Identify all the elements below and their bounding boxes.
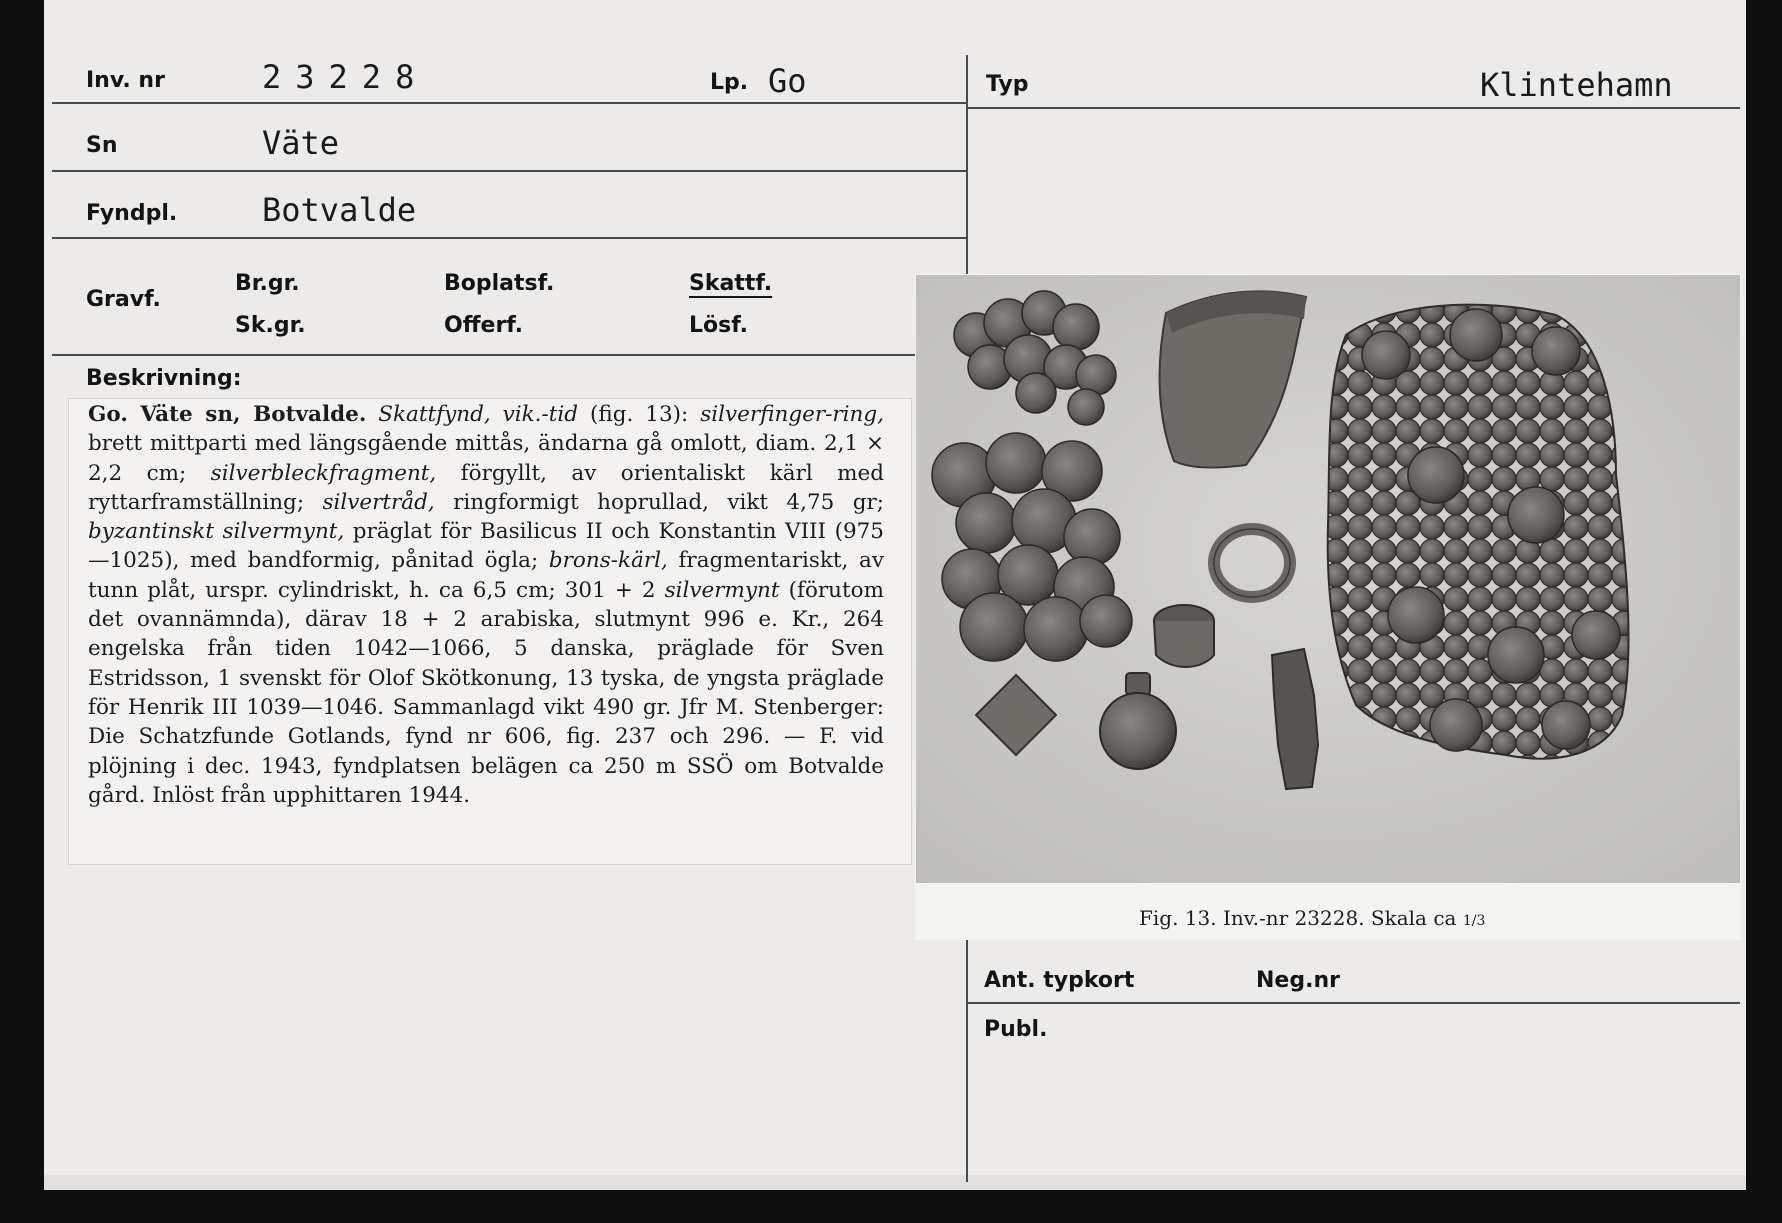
figure-caption-text: Fig. 13. Inv.-nr 23228. Skala ca: [1139, 906, 1463, 930]
gravf-label: Gravf.: [86, 287, 161, 312]
description-italic: Skattfynd, vik.-tid: [378, 402, 579, 427]
description-italic: byzantinskt silvermynt,: [88, 519, 345, 545]
column-divider-top: [966, 55, 968, 275]
offerf-label: Offerf.: [444, 313, 524, 338]
figure-caption-scale: 1/3: [1462, 913, 1486, 929]
rule-left-1: [52, 102, 967, 104]
description-segment: [366, 402, 378, 427]
rule-right-1: [968, 107, 1740, 109]
hoard-photo-illustration: [916, 275, 1740, 883]
description-italic: silvermynt: [664, 577, 780, 603]
typ-label: Typ: [986, 72, 1029, 97]
inv-nr-value: 23228: [262, 58, 429, 96]
publ-label: Publ.: [984, 1017, 1048, 1042]
negnr-label: Neg.nr: [1256, 968, 1340, 993]
description-italic: silverbleckfragment,: [210, 460, 437, 486]
rule-left-4: [52, 354, 915, 356]
finger-ring: [1154, 605, 1214, 667]
description-segment: präglat för Basilicus II och Konstantin VIII (975—1025), med bandformig, pånitad ögla;: [88, 519, 884, 574]
card-edge: [44, 1175, 1746, 1190]
description-segment: brett mittparti med längsgående mittås, ändarna gå omlott, diam. 2,1 × 2,2 cm;: [88, 431, 884, 486]
rule-left-2: [52, 170, 967, 172]
description-italic: silverfinger-ring,: [700, 402, 884, 427]
skattf-label: Skattf.: [689, 271, 773, 296]
lp-value: Go: [768, 62, 807, 100]
rule-right-2: [968, 1002, 1740, 1004]
sn-value: Väte: [262, 124, 340, 162]
hoard-photograph: [916, 275, 1740, 883]
beskrivning-label: Beskrivning:: [86, 366, 242, 391]
boplatsf-label: Boplatsf.: [444, 271, 555, 296]
description-italic: brons-kärl,: [548, 548, 668, 574]
fyndpl-value: Botvalde: [262, 191, 417, 229]
column-divider-bottom: [966, 938, 968, 1182]
brgr-label: Br.gr.: [235, 271, 300, 296]
sn-label: Sn: [86, 133, 118, 158]
description-segment: (fig. 13):: [578, 402, 701, 427]
description-segment: förgyllt, av orientaliskt kärl med ryttarframställning;: [88, 460, 884, 515]
description-segment: fragmentariskt, av tunn plåt, urspr. cylindriskt, h. ca 6,5 cm; 301 + 2: [88, 548, 884, 603]
fyndpl-label: Fyndpl.: [86, 201, 178, 226]
losf-label: Lösf.: [689, 313, 748, 338]
lp-label: Lp.: [710, 70, 749, 95]
description-text: [88, 400, 884, 810]
typ-value: Klintehamn: [1480, 66, 1673, 104]
description-segment: ringformigt hoprullad, vikt 4,75 gr;: [434, 489, 884, 515]
rule-left-3: [52, 237, 967, 239]
description-italic: silvertråd,: [322, 489, 435, 515]
description-segment: (förutom det ovannämnda), därav 18 + 2 arabiska, slutmynt 996 e. Kr., 264 engelska från tiden 1042—1066, 5 danska, präglade för Sven Estridsson, 1 svenskt för Olof Skötkonung, 13 tyska, de yngsta präglade för Henrik III 1039—1046. Sammanlagd vikt 490 gr. Jfr M. Stenberger: Die Schatzfunde Gotlands, fynd nr 606, fig. 237 och 296. — F. vid plöjning i dec. 1943, fyndplatsen belägen ca 250 m SSÖ om Botvalde gård. Inlöst från upphittaren 1944.: [88, 577, 884, 808]
figure-caption: [1139, 906, 1485, 930]
coin-pile-large: [1328, 305, 1629, 759]
description-lead: Go. Väte sn, Botvalde.: [88, 402, 367, 427]
inv-nr-label: Inv. nr: [86, 68, 165, 93]
skgr-label: Sk.gr.: [235, 313, 306, 338]
ant-typkort-label: Ant. typkort: [984, 968, 1135, 993]
